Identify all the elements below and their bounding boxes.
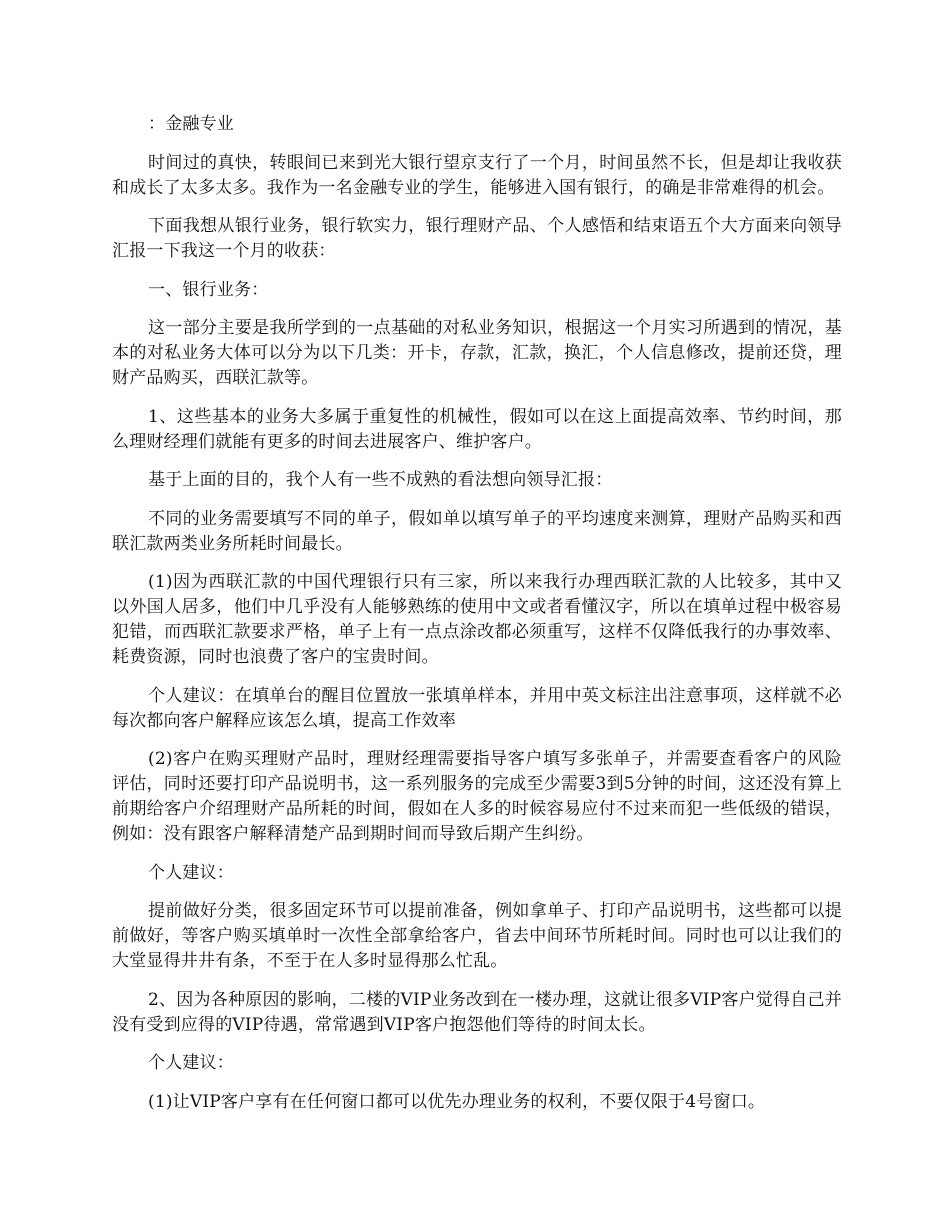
- document-body: [112, 112, 842, 1128]
- paragraph-intro: 时间过的真快，转眼间已来到光大银行望京支行了一个月，时间虽然不长，但是却让我收获和成长了太多太多。我作为一名金融专业的学生，能够进入国有银行，的确是非常难得的机会。: [112, 152, 842, 198]
- paragraph-purpose: 基于上面的目的，我个人有一些不成熟的看法想向领导汇报：: [148, 470, 613, 490]
- paragraph-suggestion-label-3: 个人建议：: [148, 1053, 234, 1073]
- paragraph-point-1: 1、这些基本的业务大多属于重复性的机械性，假如可以在这上面提高效率、节约时间，那么理财经理们就能有更多的时间去进展客户、维护客户。: [112, 406, 842, 452]
- paragraph-major: ：金融专业: [148, 114, 234, 134]
- paragraph-outline: 下面我想从银行业务，银行软实力，银行理财产品、个人感悟和结束语五个大方面来向领导汇报一下我这一个月的收获：: [112, 216, 842, 261]
- paragraph-form-timing: 不同的业务需要填写不同的单子，假如单以填写单子的平均速度来测算，理财产品购买和西联汇款两类业务所耗时间最长。: [112, 508, 842, 554]
- paragraph-suggestion-2: 提前做好分类，很多固定环节可以提前准备，例如拿单子、打印产品说明书，这些都可以提前做好，等客户购买填单时一次性全部拿给客户，省去中间环节所耗时间。同时也可以让我们的大堂显得井井有条，不至于在人多时显得那么忙乱。: [112, 901, 842, 971]
- paragraph-western-union: (1)因为西联汇款的中国代理银行只有三家，所以来我行办理西联汇款的人比较多，其中又以外国人居多，他们中几乎没有人能够熟练的使用中文或者看懂汉字，所以在填单过程中极容易犯错，而西联汇款要求严格，单子上有一点点涂改都必须重写，这样不仅降低我行的办事效率、耗费资源，同时也浪费了客户的宝贵时间。: [112, 572, 842, 667]
- paragraph-point-2-vip: 2、因为各种原因的影响，二楼的VIP业务改到在一楼办理，这就让很多VIP客户觉得自己并没有受到应得的VIP待遇，常常遇到VIP客户抱怨他们等待的时间太长。: [112, 989, 842, 1035]
- paragraph-vip-suggestion-1: (1)让VIP客户享有在任何窗口都可以优先办理业务的权利，不要仅限于4号窗口。: [148, 1091, 766, 1112]
- section-heading-bank-business: 一、银行业务：: [148, 279, 269, 300]
- paragraph-suggestion-1: 个人建议：在填单台的醒目位置放一张填单样本，并用中英文标注出注意事项，这样就不必每次都向客户解释应该怎么填，提高工作效率: [112, 685, 842, 731]
- paragraph-business-types: 这一部分主要是我所学到的一点基础的对私业务知识，根据这一个月实习所遇到的情况，基本的对私业务大体可以分为以下几类：开卡，存款，汇款，换汇，个人信息修改，提前还贷，理财产品购买，西联汇款等。: [112, 318, 842, 388]
- paragraph-suggestion-label-2: 个人建议：: [148, 862, 234, 883]
- paragraph-wealth-products: (2)客户在购买理财产品时，理财经理需要指导客户填写多张单子，并需要查看客户的风险评估，同时还要打印产品说明书，这一系列服务的完成至少需要3到5分钟的时间，这还没有算上前期给客户介绍理财产品所耗的时间，假如在人多的时候容易应付不过来而犯一些低级的错误，例如：没有跟客户解释清楚产品到期时间而导致后期产生纠纷。: [112, 749, 842, 844]
